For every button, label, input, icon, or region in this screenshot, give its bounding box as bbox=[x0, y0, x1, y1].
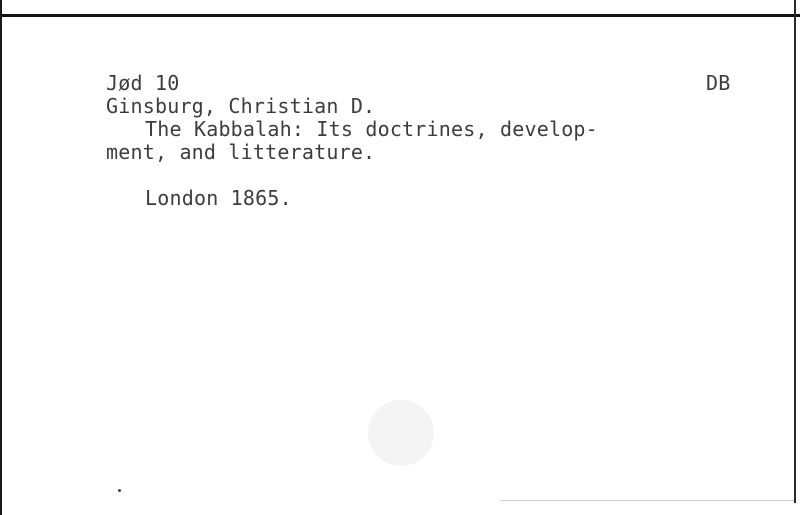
ink-speck bbox=[118, 489, 121, 492]
call-number: Jød 10 bbox=[106, 71, 180, 95]
card-top-edge bbox=[0, 0, 800, 17]
card-right-edge bbox=[794, 0, 796, 503]
title-line-2: ment, and litterature. bbox=[106, 140, 376, 164]
cataloger-initials: DB bbox=[706, 71, 731, 95]
paper-smudge bbox=[368, 400, 434, 466]
imprint: London 1865. bbox=[145, 186, 292, 210]
card-left-edge bbox=[0, 0, 2, 515]
author-heading: Ginsburg, Christian D. bbox=[106, 94, 376, 118]
title-line-1: The Kabbalah: Its doctrines, develop- bbox=[145, 117, 598, 141]
card-bottom-edge bbox=[500, 500, 794, 501]
